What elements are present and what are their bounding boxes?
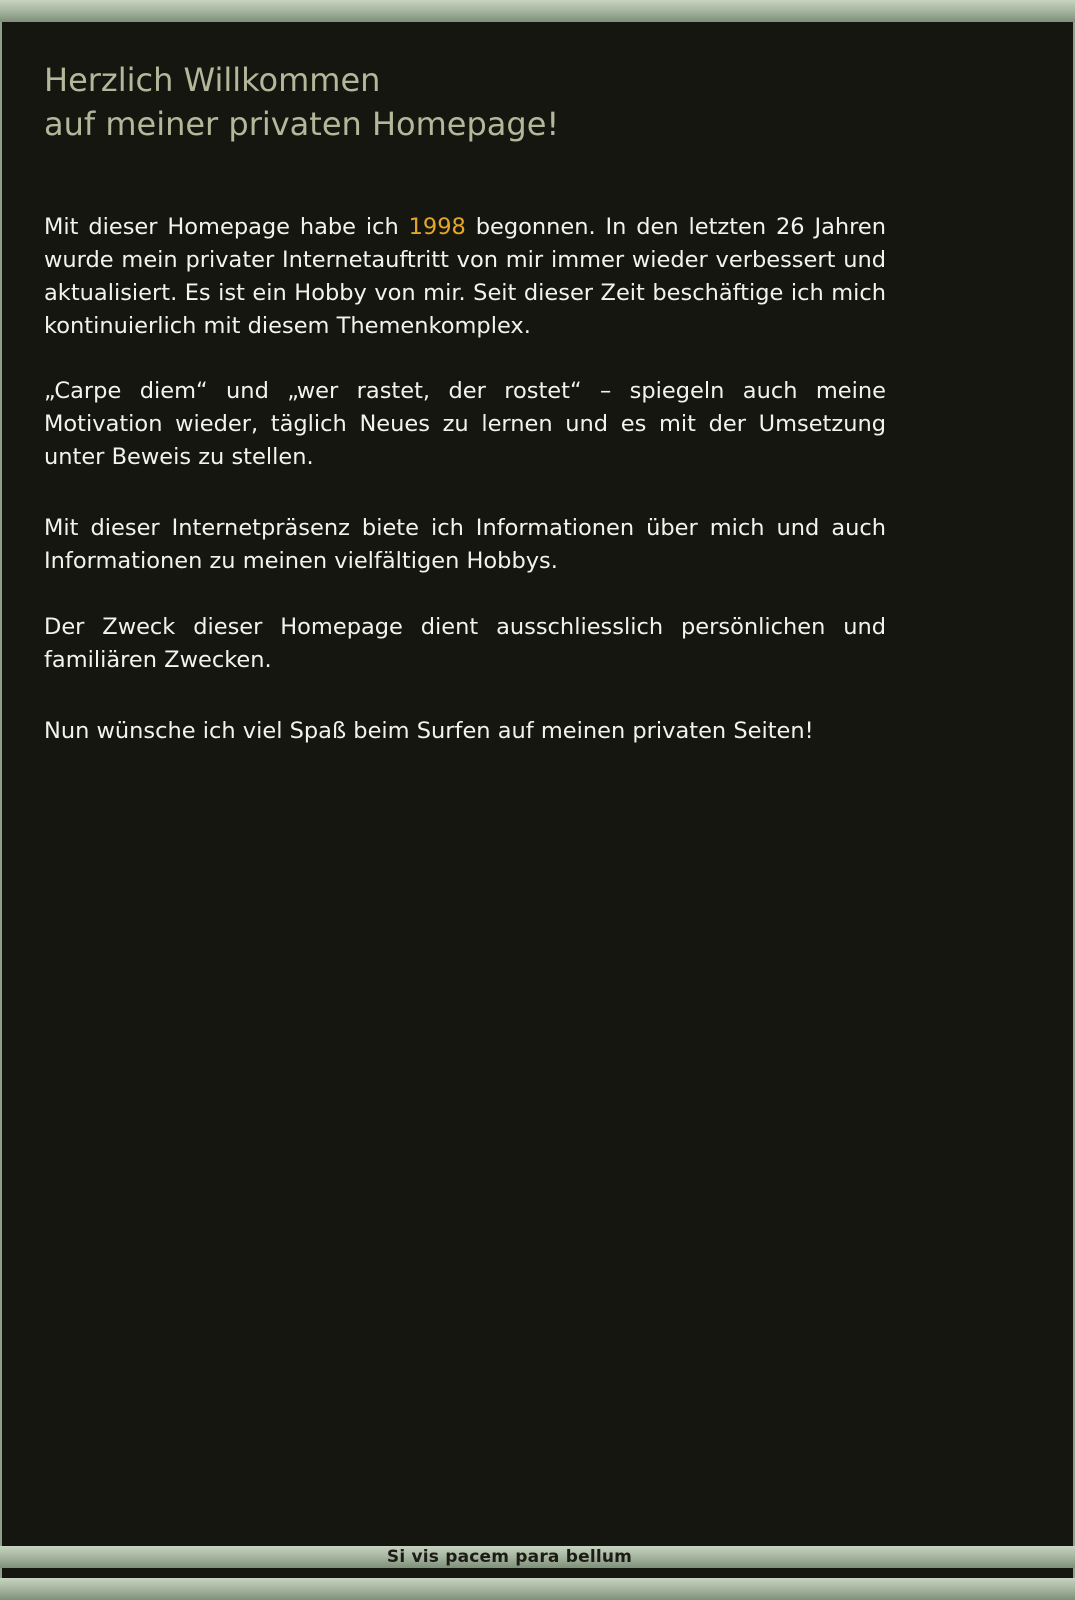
top-bar [0, 0, 1075, 22]
title-line-1: Herzlich Willkommen [44, 61, 381, 99]
page-title [44, 58, 886, 146]
footer-motto: Si vis pacem para bellum [386, 1547, 633, 1567]
footer-bar [0, 1546, 1075, 1568]
info-paragraph: Mit dieser Internetpräsenz biete ich Informationen über mich und auch Informationen zu meinen vielfältigen Hobbys. [44, 515, 886, 574]
start-year: 1998 [408, 214, 466, 240]
main-content [44, 58, 886, 748]
closing-paragraph: Nun wünsche ich viel Spaß beim Surfen auf meinen privaten Seiten! [44, 718, 814, 744]
title-line-2: auf meiner privaten Homepage! [44, 105, 560, 143]
purpose-paragraph: Der Zweck dieser Homepage dient ausschliesslich persönlichen und familiären Zwecken. [44, 614, 886, 673]
motivation-paragraph: „Carpe diem“ und „wer rastet, der rostet“ – spiegeln auch meine Motivation wieder, täglich Neues zu lernen und es mit der Umsetzung unter Beweis zu stellen. [44, 378, 886, 470]
intro-text-start: Mit dieser Homepage habe ich [44, 214, 409, 240]
intro-paragraph [44, 211, 886, 343]
bottom-bar [0, 1578, 1075, 1600]
intro-text-end: begonnen. In den letzten 26 Jahren wurde mein privater Internetauftritt von mir immer wieder verbessert und aktualisiert. Es ist ein Hobby von mir. Seit dieser Zeit beschäftige ich mich kontinuierlich mit diesem Themenkomplex. [44, 214, 887, 339]
